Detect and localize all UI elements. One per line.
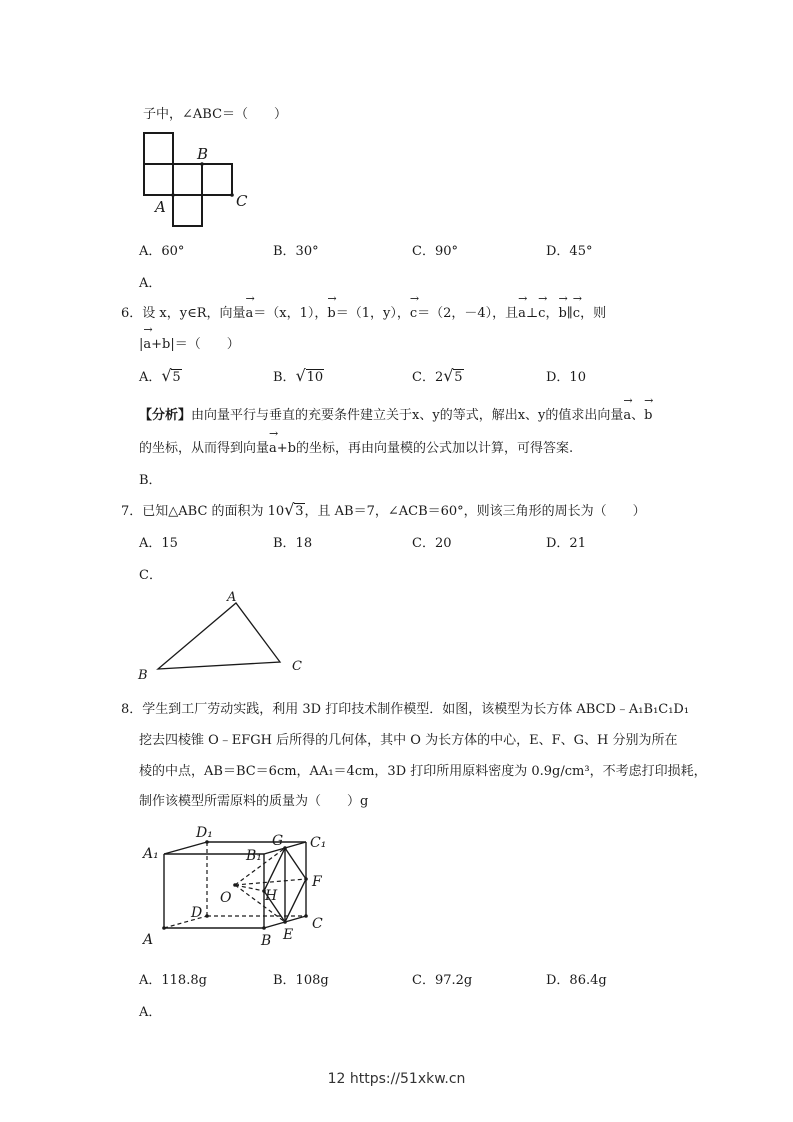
q6-parallel: ∥ [566,306,573,321]
q6-option-b-label: B． [273,370,296,385]
q8-option-c: C．97.2g [412,973,473,988]
q7-label-a: A [227,590,237,605]
q7-stem [121,500,646,519]
q6-answer: B． [139,473,162,488]
q6-option-d: D．10 [546,370,586,385]
q5-label-c: C [236,192,248,210]
q6-vector-b: → b [327,302,335,321]
q7-answer: C． [139,568,162,583]
q6-analysis-text1: 由向量平行与垂直的充要条件建立关于x、y的等式，解出x、y的值求出向量 [191,408,624,423]
q5-option-c: C．90° [412,244,458,259]
q5-stem-tail: 子中，∠ABC＝（ ） [143,107,288,122]
q6-analysis-tag: 【分析】 [139,408,192,423]
q8-label-c: C [312,916,323,932]
q8-label-b: B [261,933,272,949]
q8-label-a: A [143,932,154,948]
q6-option-b-sqrt: √ 10 [295,366,324,385]
q6-analysis-vector-sum: → a+b [269,437,296,456]
page-footer: 12 https://51xkw.cn [327,1071,466,1087]
q6-stem-line2 [139,333,240,352]
q7-option-b: B．18 [273,536,313,551]
q6-option-b-radicand: 10 [306,370,324,385]
q6-stem-pre: 6．设 x，y∈R，向量 [121,306,246,321]
q6-vector-c: → c [410,302,417,321]
q8-stem-line3: 棱的中点，AB＝BC＝6cm，AA₁＝4cm，3D 打印所用原料密度为 0.9g/cm³，不考虑打印损耗， [139,764,707,779]
q5-label-b: B [197,145,209,163]
q7-stem-radicand: 3 [295,504,304,519]
q8-stem-line1: 8．学生到工厂劳动实践，利用 3D 打印技术制作模型．如图，该模型为长方体 ABCD﹣A₁B₁C₁D₁ [121,702,690,717]
q6-option-c-coef: 2 [434,370,444,385]
q6-option-c-sqrt: √ 5 [443,366,463,385]
q7-label-b: B [138,668,148,683]
q6-eq-c: ＝（2，－4），且 [417,306,519,321]
q5-option-d: D．45° [546,244,593,259]
q8-label-h: H [265,888,278,904]
q6-vector-a-2: → a [518,302,526,321]
q6-option-a [139,366,182,385]
q6-vector-c-3: → c [573,302,580,321]
q6-eq-b: ＝（1，y）， [335,306,410,321]
q6-comma: ， [545,306,559,321]
q6-analysis-vector-a: → a [623,404,631,423]
q7-option-a: A．15 [139,536,178,551]
q6-analysis-text3: 的坐标，再由向量模的公式加以计算，可得答案. [295,441,574,456]
q6-option-a-radicand: 5 [172,370,181,385]
q6-analysis-text2: 的坐标，从而得到向量 [139,441,270,456]
q5-option-b: B．30° [273,244,319,259]
q6-then: ，则 [580,306,607,321]
q8-label-c1: C₁ [310,835,327,851]
q6-vector-sum: → a+b [143,333,170,352]
q8-label-f: F [312,874,322,890]
q5-answer: A． [139,276,162,291]
q6-perp: ⊥ [525,306,539,321]
q6-analysis-vector-b: → b [644,404,652,423]
q7-option-c: C．20 [412,536,452,551]
q6-option-a-sqrt: √ 5 [161,366,181,385]
q6-option-a-label: A． [139,370,162,385]
q6-analysis-sep: 、 [631,408,645,423]
q6-stem-line1 [121,302,606,321]
q8-label-d1: D₁ [196,825,213,841]
q6-option-c-label: C． [412,370,435,385]
q8-label-b1: B₁ [246,848,262,864]
q6-analysis-line1 [139,404,652,423]
q6-option-b [273,366,324,385]
q8-label-g: G [272,833,284,849]
q8-stem-line2: 挖去四棱锥 O﹣EFGH 后所得的几何体，其中 O 为长方体的中心，E、F、G、H 分别为所在 [139,733,678,748]
q6-option-c [412,366,464,385]
q7-stem-pre: 7．已知△ABC 的面积为 10 [121,504,285,519]
q6-vector-c-2: → c [538,302,545,321]
q8-answer: A． [139,1005,162,1020]
q7-label-c: C [292,659,302,674]
q6-option-c-radicand: 5 [454,370,463,385]
q8-label-d: D [191,905,203,921]
q6-vector-a: → a [246,302,254,321]
q6-analysis-line2 [139,437,573,456]
q7-stem-sqrt: √ 3 [284,500,304,519]
q5-label-a: A [155,198,166,216]
q8-stem-line4: 制作该模型所需原料的质量为（ ）g [139,794,369,809]
q8-label-a1: A₁ [143,846,159,862]
q8-label-e: E [283,927,294,943]
q8-option-a: A．118.8g [139,973,207,988]
q7-option-d: D．21 [546,536,586,551]
q8-option-d: D．86.4g [546,973,607,988]
q7-stem-post: ，且 AB＝7，∠ACB＝60°，则该三角形的周长为（ ） [304,504,646,519]
q7-figure-triangle [135,588,315,683]
q6-abs-open: | [139,337,144,352]
q8-option-b: B．108g [273,973,329,988]
q6-vector-b-2: → b [558,302,566,321]
q8-figure-cuboid [140,820,340,950]
q8-label-o: O [220,890,232,906]
q6-abs-close: |＝（ ） [170,337,240,352]
q5-option-a: A．60° [139,244,185,259]
q6-eq-a: ＝（x，1）， [253,306,328,321]
q5-figure-cube-net [140,130,260,230]
